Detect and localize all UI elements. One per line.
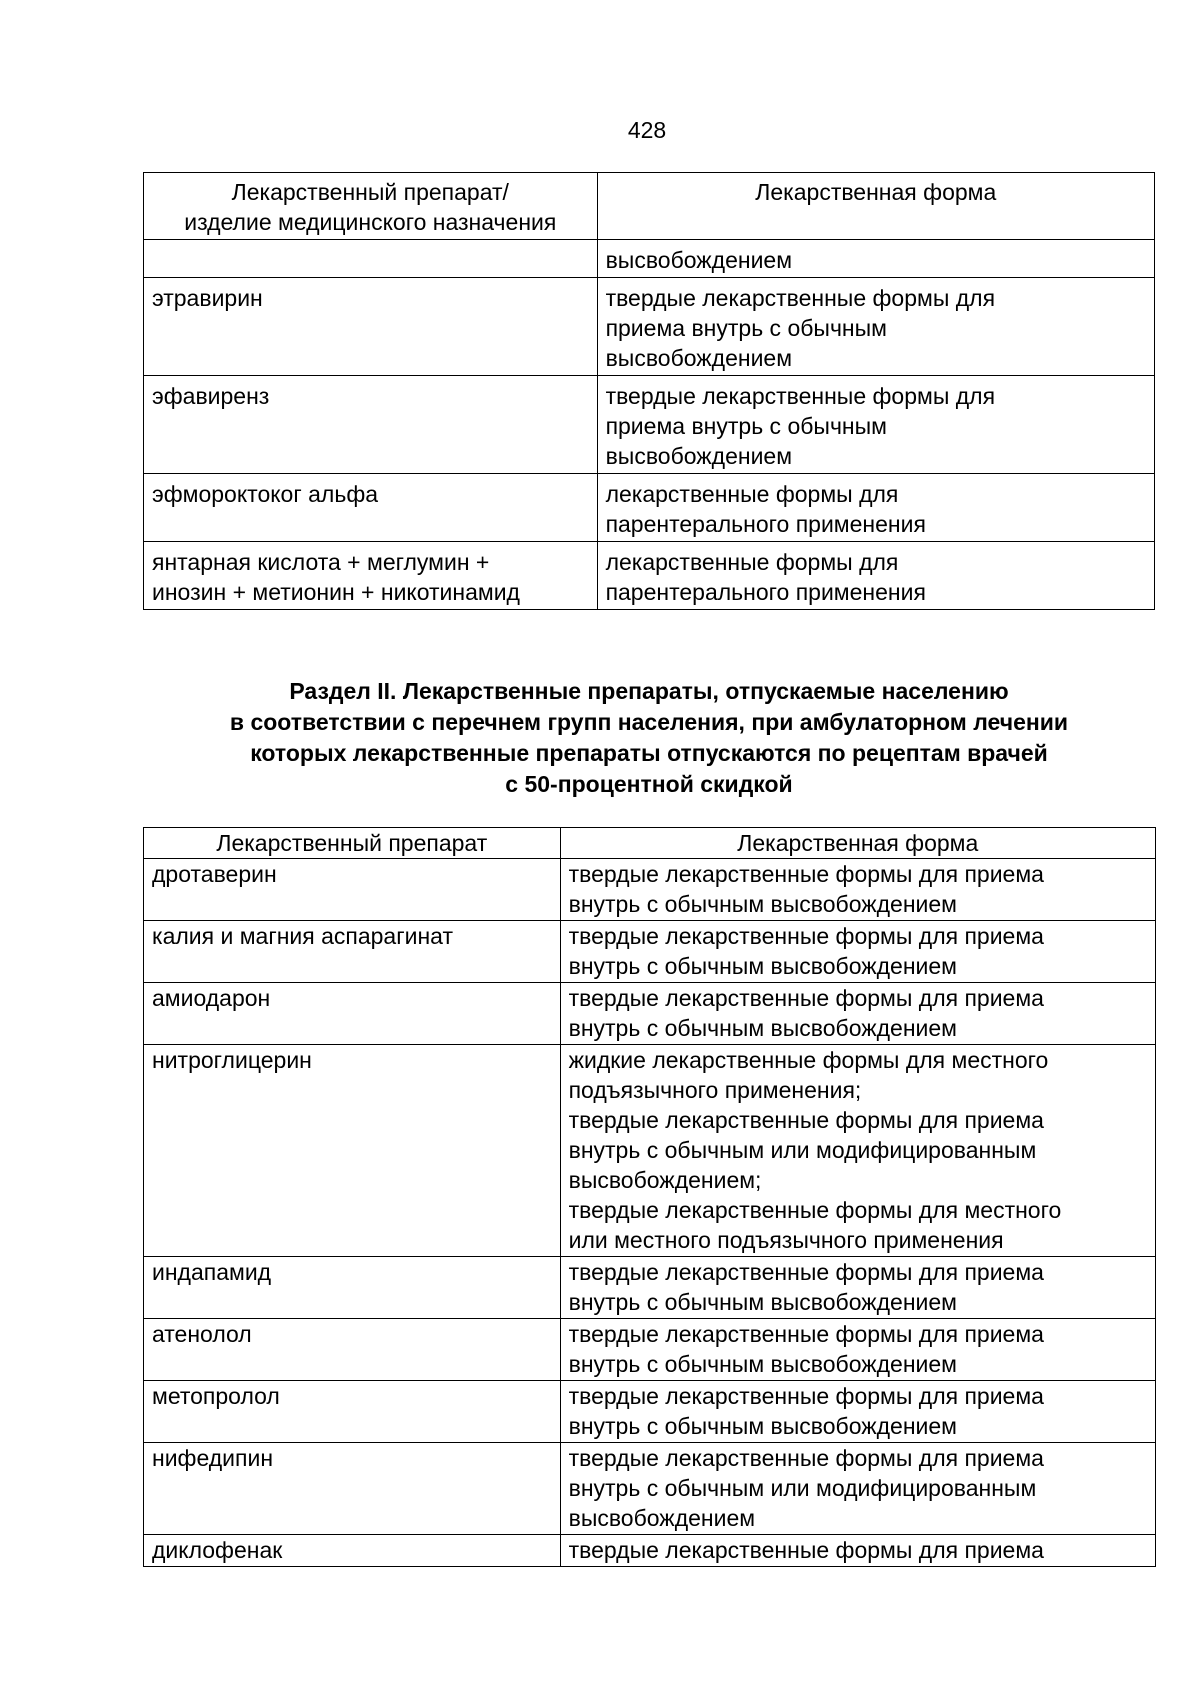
dosage-form-cell: твердые лекарственные формы для приема внутрь с обычным высвобождением (560, 983, 1155, 1045)
medication-name-cell: этравирин (144, 278, 598, 376)
table-row (144, 542, 1155, 610)
dosage-form-cell: твердые лекарственные формы для приема внутрь с обычным высвобождением (560, 1319, 1155, 1381)
medication-name-cell: янтарная кислота + меглумин + инозин + метионин + никотинамид (144, 542, 598, 610)
dosage-form-cell: твердые лекарственные формы для приема (560, 1535, 1155, 1567)
table-row (144, 474, 1155, 542)
dosage-form-cell: лекарственные формы для парентерального применения (597, 542, 1154, 610)
dosage-form-cell: твердые лекарственные формы для приема внутрь с обычным или модифицированным высвобождением (560, 1443, 1155, 1535)
table-row (144, 278, 1155, 376)
medication-name-cell: амиодарон (144, 983, 561, 1045)
table-row (144, 1535, 1156, 1567)
dosage-form-cell: высвобождением (597, 240, 1154, 278)
table-row (144, 921, 1156, 983)
medication-table-section-1 (143, 172, 1155, 610)
medication-name-cell: нифедипин (144, 1443, 561, 1535)
table-row (144, 1319, 1156, 1381)
table-row (144, 1045, 1156, 1257)
medication-name-cell: атенолол (144, 1319, 561, 1381)
table-row (144, 983, 1156, 1045)
table-row (144, 1257, 1156, 1319)
dosage-form-cell: твердые лекарственные формы для приема внутрь с обычным высвобождением (560, 859, 1155, 921)
dosage-form-cell: твердые лекарственные формы для приема внутрь с обычным высвобождением (597, 278, 1154, 376)
dosage-form-cell: лекарственные формы для парентерального применения (597, 474, 1154, 542)
table-row (144, 859, 1156, 921)
page-number: 428 (627, 117, 667, 143)
medication-table-section-2 (143, 827, 1156, 1567)
dosage-form-cell: твердые лекарственные формы для приема внутрь с обычным высвобождением (560, 1381, 1155, 1443)
table-row (144, 376, 1155, 474)
section-heading: Раздел II. Лекарственные препараты, отпускаемые населению в соответствии с перечнем групп населения, при амбулаторном лечении которых лекарственные препараты отпускаются по рецептам врачей с 50-процентной скидкой (229, 678, 1069, 797)
dosage-form-cell: жидкие лекарственные формы для местного подъязычного применения; твердые лекарственные формы для приема внутрь с обычным или модифицированным высвобождением; твердые лекарственные формы для местного или местного подъязычного применения (560, 1045, 1155, 1257)
table-row (144, 1443, 1156, 1535)
medication-name-cell: нитроглицерин (144, 1045, 561, 1257)
dosage-form-cell: твердые лекарственные формы для приема внутрь с обычным высвобождением (597, 376, 1154, 474)
dosage-form-cell: твердые лекарственные формы для приема внутрь с обычным высвобождением (560, 921, 1155, 983)
column-header-medication: Лекарственный препарат (144, 828, 561, 859)
table-header-row (144, 828, 1156, 859)
medication-name-cell: метопролол (144, 1381, 561, 1443)
column-header-dosage-form: Лекарственная форма (597, 173, 1154, 240)
medication-name-cell: калия и магния аспарагинат (144, 921, 561, 983)
medication-name-cell: диклофенак (144, 1535, 561, 1567)
medication-name-cell: индапамид (144, 1257, 561, 1319)
column-header-medication: Лекарственный препарат/ изделие медицинского назначения (144, 173, 598, 240)
table-row (144, 240, 1155, 278)
medication-name-cell: эфавиренз (144, 376, 598, 474)
dosage-form-cell: твердые лекарственные формы для приема внутрь с обычным высвобождением (560, 1257, 1155, 1319)
medication-name-cell: эфмороктоког альфа (144, 474, 598, 542)
table-header-row (144, 173, 1155, 240)
medication-name-cell (144, 240, 598, 278)
table-row (144, 1381, 1156, 1443)
column-header-dosage-form: Лекарственная форма (560, 828, 1155, 859)
medication-name-cell: дротаверин (144, 859, 561, 921)
